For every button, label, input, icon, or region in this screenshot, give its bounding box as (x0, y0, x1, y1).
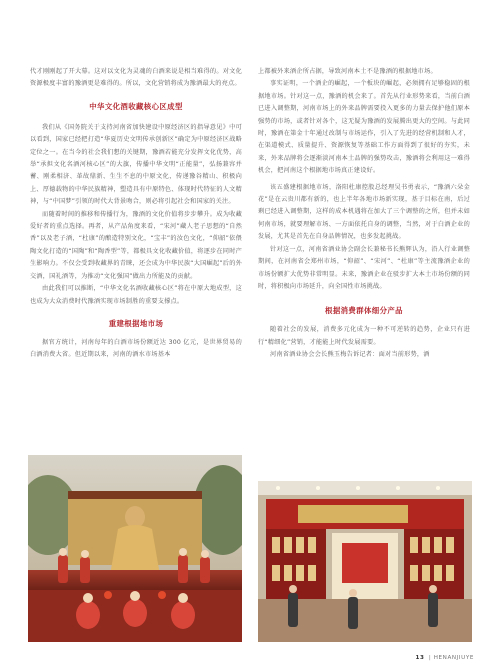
section-title-collection-zone: 中华文化酒收藏核心区成型 (89, 101, 183, 111)
footer-separator: | (428, 655, 432, 661)
section-title-consumer-segments: 根据消费群体细分产品 (325, 306, 403, 316)
section1-paragraph-1: 我们从《国务院关于支持河南省加快建设中原经济区的指导意见》中可以看到，国家已经把打造“华夏历史文明传承创新区”确定为中原经济区战略定位之一。在当今的社会我们想的关键期，豫酒若能充分发挥文化优势，高举“承担文化名酒河核心区”的大旗，传播中华文明“正能量”，弘扬兼容并蓄、刚柔相济、革故鼎新、生生不息的中原文化，传递豫谷精山、积极向上、厚德载物的中华民族精神，塑造具有中原特色、体现时代特征的人文精神，与“中国梦”引领的时代大背景吻合，则必将引起社会和国家的关注。 (30, 123, 242, 206)
right-paragraph-2: 事实证明，一个酒企的崛起，一个板块的崛起，必须拥有足够稳固的根据地市场。针对这一点，豫酒的机会来了。首先从行业形势来看，当前白酒已进入调整期，河南市场上的外来品牌需要投入更多的力量去保护他们原本强势的市场，或者针对各个，这无疑为豫酒的发展腾出更大的空间。与此同时，豫酒在第金十年通过改制与市场运作，引入了先进的经营机制和人才，在渠道模式、质量提升、资源恢复等基础工作方面得到了很好的夯实，未来，外来品牌将会逐渐淡河南本土品牌的强势攻击，豫酒将会利用这一难得机会，把河南这个根据地市场真正建设好。 (258, 80, 470, 175)
page-footer (415, 655, 474, 661)
right-column (258, 66, 470, 362)
right-paragraph-4: 针对这一点，河南省酒业协会副会长兼秘书长熊辉认为，沿人行业调整期间，在河南省会郑州市场，“仰韶”、“宋河”、“杜康”等主流豫酒企业的市场份额扩大优势非常明显。未来，豫酒企业在驳步扩大本土市场份额的同时，将积极向市场延升，向全国性市场挑战。 (258, 245, 470, 290)
intro-paragraph: 代才刚刚起了开大幕。这对以文化为灵魂的白酒来说是相当难得的。对文化资源极度丰富的豫酒更是难得的。所以，文化营销将成为豫酒最大的亮点。 (30, 68, 242, 88)
exhibition-booth-photo (258, 481, 472, 642)
magazine-name: HENANJIUYE (433, 655, 474, 661)
section1-paragraph-2: 而随着时间的推移和传播行为，豫酒的文化价值将步步攀升。成为收藏爱好者的重点选择。再者，从产品角度来看，“宋河”藏人老子思想的“自然香”以及老子酒，“杜康”的酿造特别文化，“宝丰”的汝色文化，“仰韶”依偎陶文化打造的“国陶”和“陶香型”等，都极具文化收藏价值，将逐步在同时产生影响力。不仅会受到收藏界的青睐，还会成为中华民族“大国崛起”后的外交酒，国礼酒等，为推动“文化强国”做出力所能及的贡献。 (30, 210, 242, 280)
left-column (30, 66, 242, 362)
page-number: 13 (415, 655, 425, 661)
ceremony-photo (28, 455, 242, 642)
section3-paragraph-1: 随着社会的发展，消费多元化成为一种不可逆转的趋势，企业只有进行“精细化”营销，才能能上时代发展需要。 (258, 326, 470, 346)
right-paragraph-1: 上都被外来酒企所占据，导致河南本土不是豫酒的根据地市场。 (258, 68, 437, 75)
section1-paragraph-3: 由此我们可以推断，“中华文化名酒收藏核心区”将在中原大地成型，这也成为大众消费时代豫酒实现市场制胜的重要支撑点。 (30, 285, 242, 305)
section3-paragraph-2: 河南省酒业协会会长熊玉梅告诉记者：面对当前形势，酒 (270, 351, 430, 359)
section2-paragraph-1: 据官方统计，河南每年的白酒市场份额近达 300 亿元，是世界贸易的白酒消费大省。但近期以来，河南的酒水市场基本 (30, 338, 242, 359)
right-paragraph-3: 该五盛建根据地市场，洛阳杜康控股总经理吴书勇表示，“豫酒六朵金花”是在云贵川都有新的，也上半年各地市场新实现，基于目标在南，后过剩已经进入调整期，这样的成本机遇将在加大了三个调整的之所，但并未如何南市场，就要理解市场、一方面依托自身的调整，当然，对于白酒企业的发展，尤其是首先在自身品牌情况，也多发起挑战。 (258, 183, 470, 241)
section-title-base-market: 重建根据地市场 (108, 318, 164, 328)
